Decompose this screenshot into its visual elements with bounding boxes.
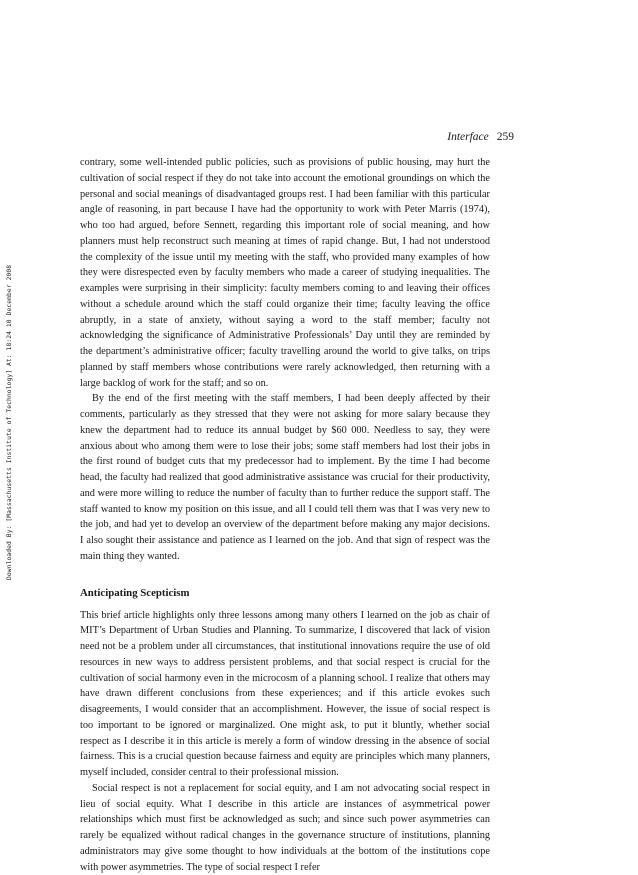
download-stamp: Downloaded By: [Massachusetts Institute of Technology] At: 18:24 10 December 2008: [6, 264, 13, 580]
paragraph-1: contrary, some well-intended public policies, such as provisions of public housing, may hurt the cultivation of social respect if they do not take into account the emotional groundings on which the personal and social meanings of disadvantaged groups rest. I had been familiar with this particular angle of reasoning, in part because I have had the opportunity to work with Peter Marris (1974), who too had argued, before Sennett, regarding this important role of social meaning, and how planners must help reconstruct such meaning at times of rapid change. But, I had not understood the complexity of the issue until my meeting with the staff, who provided many examples of how they were disrespected even by faculty members who made a career of studying inequalities. The examples were surprising in their simplicity: faculty members coming to and leaving their offices without a schedule around which the staff could organize their time; faculty leaving the office abruptly, in a state of anxiety, without saying a word to the staff member; faculty not acknowledging the significance of Administrative Professionals’ Day until they are reminded by the department’s administrative officer; faculty travelling around the world to give talks, on trips planned by staff members whose contributions were rarely acknowledged, then returning with a large backlog of work for the staff; and so on.: [80, 157, 490, 389]
section-heading: Anticipating Scepticism: [80, 586, 190, 599]
paragraph-3: This brief article highlights only three lessons among many others I learned on the job as chair of MIT’s Department of Urban Studies and Planning. To summarize, I discovered that lack of vision need not be a problem under all circumstances, that institutional innovations require the use of old resources in new ways to address persistent problems, and that social respect is crucial for the cultivation of social harmony even in the microcosm of a planning school. I realize that others may have drawn different conclusions from these experiences; and if this article evokes such disagreements, I would consider that an accomplishment. However, the issue of social respect is too important to be ignored or marginalized. One might ask, to put it bluntly, whether social respect as I describe it in this article is merely a form of window dressing in the absence of social fairness. This is a crucial question because fairness and equity are principles which many planners, myself included, consider central to their professional mission.: [80, 609, 490, 778]
page-number: 259: [496, 131, 514, 143]
running-head: [447, 130, 514, 144]
article-body: [80, 155, 490, 875]
paragraph-2: By the end of the first meeting with the staff members, I had been deeply affected by their comments, particularly as they stressed that they were not asking for more salary because they knew the department had to reduce its annual budget by $60 000. Needless to say, they were anxious about who among them were to lose their jobs; some staff members had lost their jobs in the first round of budget cuts that my predecessor had to implement. By the time I had become head, the faculty had realized that good administrative assistance was crucial for their productivity, and were more willing to reduce the number of faculty than to further reduce the support staff. The staff wanted to know my position on this issue, and all I could tell them was that I was very new to the job, and had yet to develop an overview of the department before making any major decisions. I also sought their assistance and patience as I learned on the job. And that sign of respect was the main thing they wanted.: [80, 393, 490, 562]
paragraph-4: Social respect is not a replacement for social equity, and I am not advocating social respect in lieu of social equity. What I describe in this article are instances of asymmetrical power relationships which must first be acknowledged as such; and since such power asymmetries can rarely be equalized without radical changes in the governance structure of institutions, planning administrators may give some thought to how individuals at the bottom of the institutions cope with power asymmetries. The type of social respect I refer: [80, 782, 490, 873]
journal-name: Interface: [447, 131, 489, 143]
